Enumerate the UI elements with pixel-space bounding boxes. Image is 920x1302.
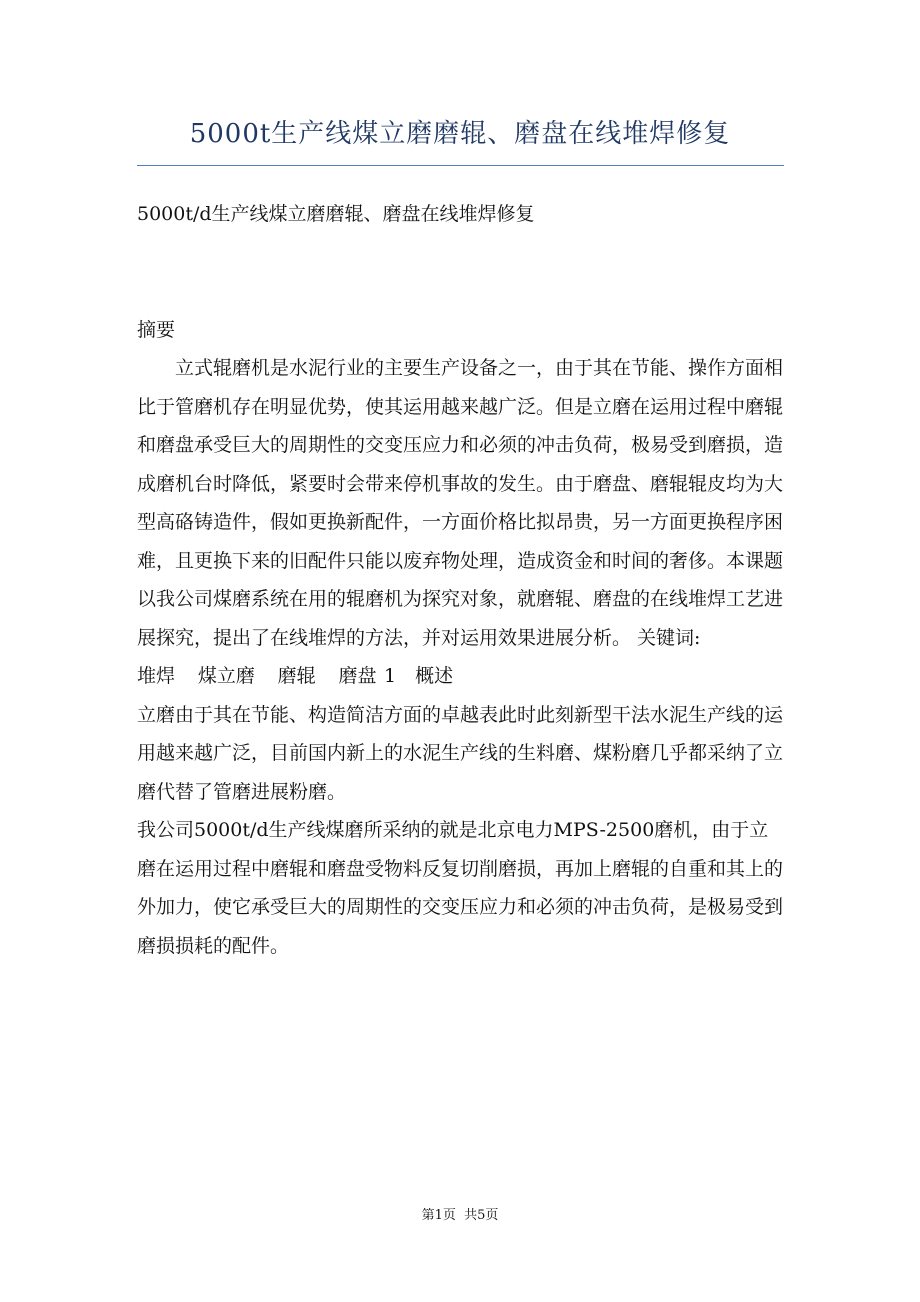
keyword: 磨盘 xyxy=(338,665,377,687)
document-body xyxy=(137,195,787,965)
keyword: 磨辊 xyxy=(277,665,316,687)
abstract-body xyxy=(137,349,787,657)
abstract-text: 立式辊磨机是水泥行业的主要生产设备之一，由于其在节能、操作方面相比于管磨机存在明显优势，使其运用越来越广泛。但是立磨在运用过程中磨辊和磨盘承受巨大的周期性的交变压应力和必须的冲击负荷，极易受到磨损，造成磨机台时降低，紧要时会带来停机事故的发生。由于磨盘、磨辊辊皮均为大型高硌铸造件，假如更换新配件，一方面价格比拟昂贵，另一方面更换程序困难，且更换下来的旧配件只能以废弃物处理，造成资金和时间的奢侈。本课题以我公司煤磨系统在用的辊磨机为探究对象，就磨辊、磨盘的在线堆焊工艺进展探究，提出了在线堆焊的方法，并对运用效果进展分析。 关键词: xyxy=(137,357,784,649)
page-total: 共5页 xyxy=(464,1208,499,1223)
keywords-line xyxy=(137,657,787,696)
document-subtitle: 5000t/d生产线煤立磨磨辊、磨盘在线堆焊修复 xyxy=(137,203,535,225)
section-heading: 1 概述 xyxy=(384,665,454,687)
page-number: 第1页 xyxy=(421,1208,456,1223)
keyword: 煤立磨 xyxy=(197,665,255,687)
body-paragraph: 我公司5000t/d生产线煤磨所采纳的就是北京电力MPS-2500磨机，由于立磨在运用过程中磨辊和磨盘受物料反复切削磨损，再加上磨辊的自重和其上的外加力，使它承受巨大的周期性的交变压应力和必须的冲击负荷，是极易受到磨损损耗的配件。 xyxy=(137,819,784,957)
page-footer xyxy=(0,1206,920,1226)
abstract-heading: 摘要 xyxy=(137,318,176,341)
title-divider xyxy=(137,165,784,166)
page-title: 5000t生产线煤立磨磨辊、磨盘在线堆焊修复 xyxy=(189,119,731,149)
body-paragraph: 立磨由于其在节能、构造简洁方面的卓越表此时此刻新型干法水泥生产线的运用越来越广泛，目前国内新上的水泥生产线的生料磨、煤粉磨几乎都采纳了立磨代替了管磨进展粉磨。 xyxy=(137,703,784,803)
keyword: 堆焊 xyxy=(137,665,176,687)
